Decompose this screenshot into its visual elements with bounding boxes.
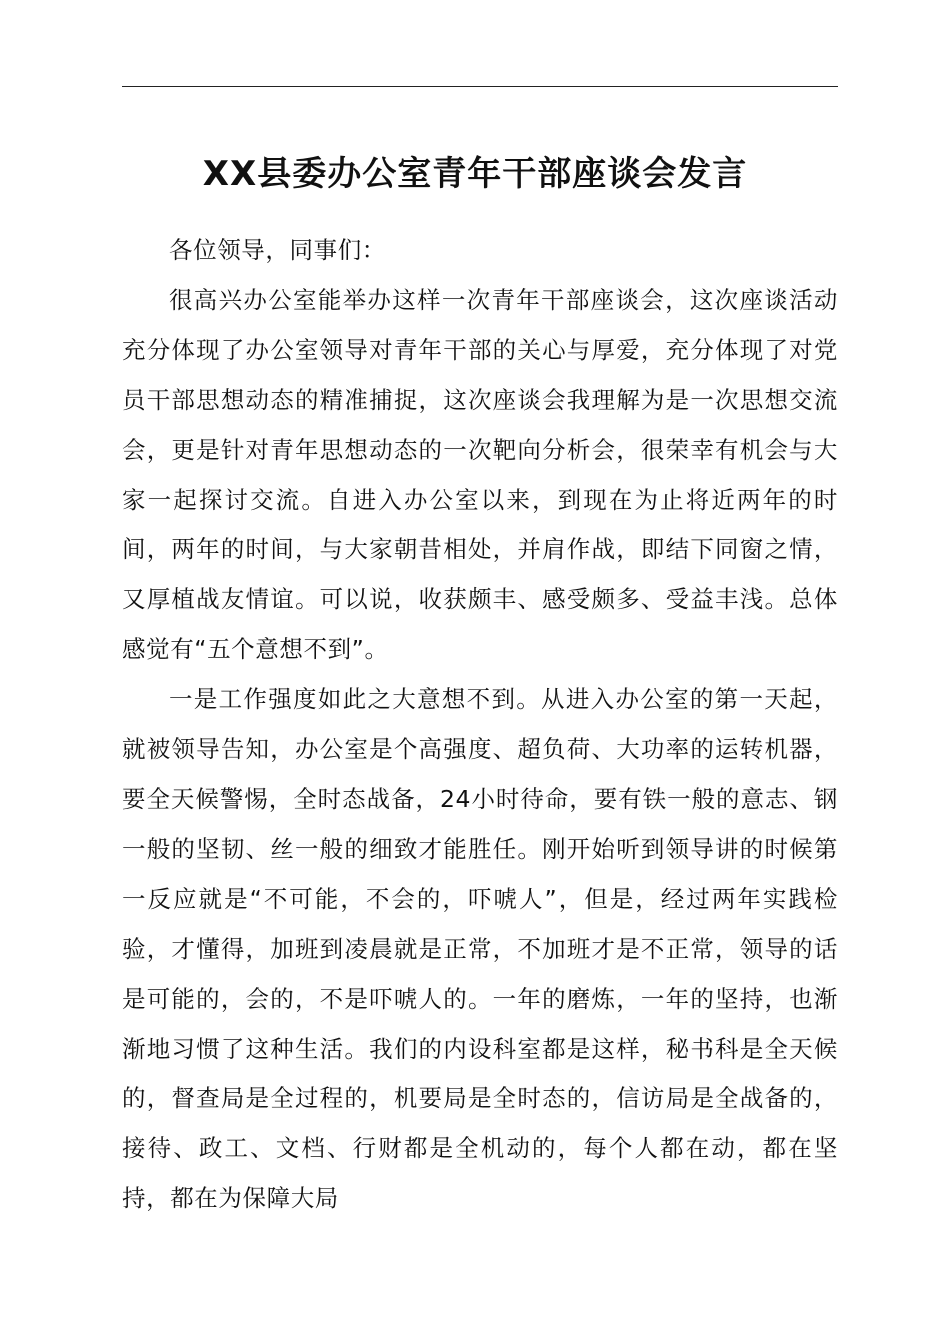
document-title: XX县委办公室青年干部座谈会发言 <box>202 154 748 194</box>
paragraph-intro: 很高兴办公室能举办这样一次青年干部座谈会，这次座谈活动充分体现了办公室领导对青年干部的关心与厚爱，充分体现了对党员干部思想动态的精准捕捉，这次座谈会我理解为是一次思想交流会，更是针对青年思想动态的一次靶向分析会，很荣幸有机会与大家一起探讨交流。自进入办公室以来，到现在为止将近两年的时间，两年的时间，与大家朝昔相处，并肩作战，即结下同窗之情，又厚植战友情谊。可以说，收获颇丰、感受颇多、受益丰浅。总体感觉有“五个意想不到”。 <box>122 285 838 664</box>
paragraph-point-one: 一是工作强度如此之大意想不到。从进入办公室的第一天起，就被领导告知，办公室是个高强度、超负荷、大功率的运转机器，要全天候警惕，全时态战备，24小时待命，要有铁一般的意志、钢一般的坚韧、丝一般的细致才能胜任。刚开始听到领导讲的时候第一反应就是“不可能，不会的，吓唬人”，但是，经过两年实践检验，才懂得，加班到凌晨就是正常，不加班才是不正常，领导的话是可能的，会的，不是吓唬人的。一年的磨炼，一年的坚持，也渐渐地习惯了这种生活。我们的内设科室都是这样，秘书科是全天候的，督查局是全过程的，机要局是全时态的，信访局是全战备的，接待、政工、文档、行财都是全机动的，每个人都在动，都在坚持，都在为保障大局 <box>122 685 838 1213</box>
document-body <box>122 226 838 1224</box>
paragraph-salutation: 各位领导，同事们： <box>169 236 386 264</box>
header-rule <box>122 86 838 87</box>
